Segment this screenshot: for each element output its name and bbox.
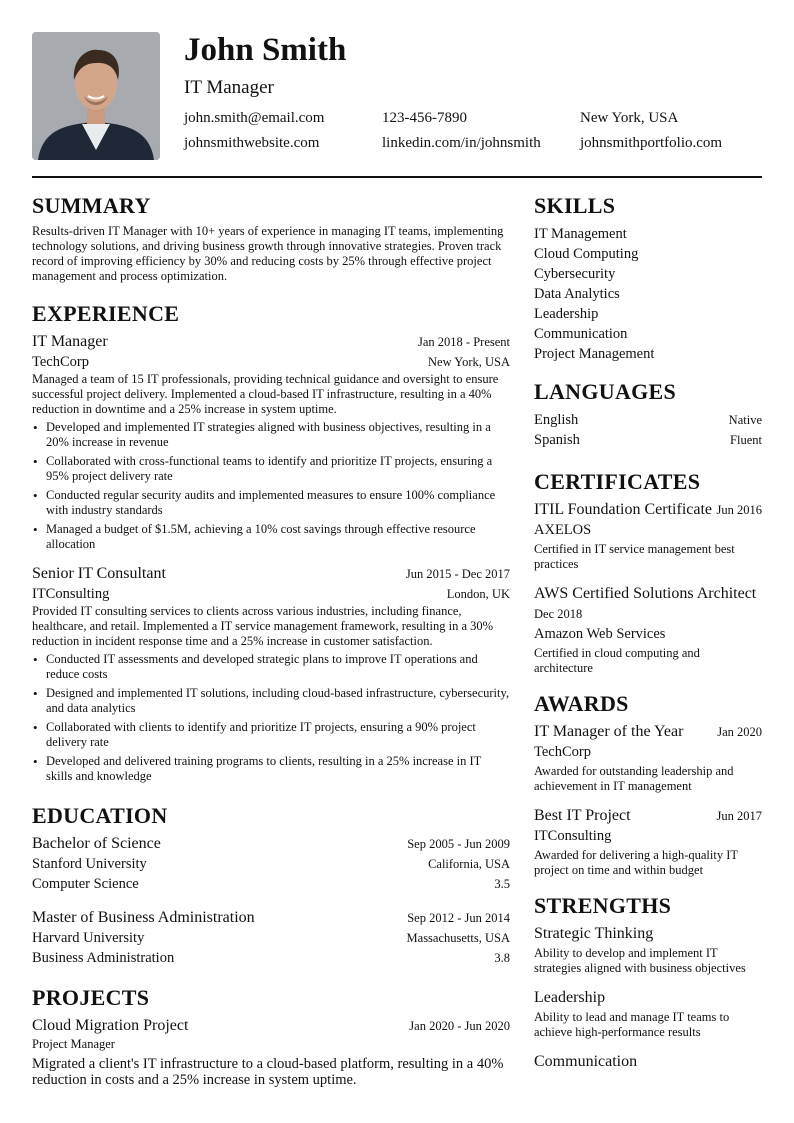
section-heading: STRENGTHS xyxy=(534,893,672,918)
strength-name: Communication xyxy=(534,1053,638,1070)
award-description: Awarded for delivering a high-quality IT project on time and within budget xyxy=(534,848,738,877)
section-heading: PROJECTS xyxy=(32,985,150,1010)
certificate-description: Certified in IT service management best practices xyxy=(534,542,735,571)
candidate-title: IT Manager xyxy=(184,77,274,98)
skills-section xyxy=(534,192,762,364)
contact-email[interactable]: john.smith@email.com xyxy=(184,110,325,126)
list-item: Data Analytics xyxy=(534,286,620,302)
summary-text: Results-driven IT Manager with 10+ years of experience in managing IT teams, implementing technology solutions, and driving business growth through innovative strategies. Proven track record of improving efficiency by 30% and reducing costs by 25% through effective project management and process optimization. xyxy=(32,224,504,283)
award-name: Best IT Project xyxy=(534,807,631,824)
list-item: Communication xyxy=(534,326,628,342)
award-date: Jan 2020 xyxy=(717,725,762,739)
list-item: Project Management xyxy=(534,346,655,362)
certificate-issuer: AXELOS xyxy=(534,522,592,538)
education-section xyxy=(32,802,510,968)
degree: Bachelor of Science xyxy=(32,835,161,852)
education-item xyxy=(32,834,510,894)
award-date: Jun 2017 xyxy=(716,809,762,823)
award-name: IT Manager of the Year xyxy=(534,723,684,740)
project-item xyxy=(32,1016,510,1088)
list-item: • Developed and implemented IT strategies aligned with business objectives, resulting in a 20% increase in revenue xyxy=(46,420,510,450)
left-column xyxy=(32,192,510,1088)
profile-photo xyxy=(32,32,160,160)
school: Stanford University xyxy=(32,856,147,872)
job-description: Managed a team of 15 IT professionals, providing technical guidance and oversight to ensure successful project delivery. Implemented a cloud-based IT infrastructure, resulting in a 40% reduction in downtime and a 25% increase in system uptime. xyxy=(32,372,499,416)
contact-info xyxy=(184,108,774,153)
experience-item xyxy=(32,564,510,784)
strength-description: Ability to lead and manage IT teams to achieve high-performance results xyxy=(534,1010,730,1039)
project-name: Cloud Migration Project xyxy=(32,1017,189,1034)
job-dates: Jun 2015 - Dec 2017 xyxy=(405,567,510,581)
section-heading: CERTIFICATES xyxy=(534,469,701,494)
projects-section xyxy=(32,984,510,1088)
contact-location: New York, USA xyxy=(580,110,679,126)
list-item: • Managed a budget of $1.5M, achieving a 10% cost savings through effective resource allocation xyxy=(46,522,510,552)
strength-name: Strategic Thinking xyxy=(534,925,654,942)
strength-name: Leadership xyxy=(534,989,606,1006)
certificate-date: Dec 2018 xyxy=(534,607,583,621)
list-item: IT Management xyxy=(534,226,627,242)
experience-section xyxy=(32,300,510,784)
certificate-name: ITIL Foundation Certificate xyxy=(534,501,713,518)
list-item: • Developed and delivered training programs to clients, resulting in a 25% increase in IT skills and knowledge xyxy=(46,754,510,784)
certificates-section xyxy=(534,468,762,676)
strength-item xyxy=(534,924,762,976)
list-item: Leadership xyxy=(534,306,599,322)
section-heading: EXPERIENCE xyxy=(32,301,180,326)
contact-website[interactable]: johnsmithwebsite.com xyxy=(184,135,320,151)
experience-item xyxy=(32,332,510,552)
list-item: • Collaborated with cross-functional teams to identify and prioritize IT projects, ensuring a 95% project delivery rate xyxy=(46,454,510,484)
job-dates: Jan 2018 - Present xyxy=(418,335,510,349)
edu-dates: Sep 2005 - Jun 2009 xyxy=(407,837,510,851)
job-location: New York, USA xyxy=(428,355,510,369)
award-description: Awarded for outstanding leadership and achievement in IT management xyxy=(534,764,734,793)
field-of-study: Computer Science xyxy=(32,876,139,892)
strengths-section xyxy=(534,892,762,1072)
section-heading: LANGUAGES xyxy=(534,379,677,404)
certificate-date: Jun 2016 xyxy=(716,503,762,517)
job-role: IT Manager xyxy=(32,333,108,350)
certificate-issuer: Amazon Web Services xyxy=(534,626,666,642)
list-item: • Designed and implemented IT solutions, including cloud-based infrastructure, cybersecurity, and data analytics xyxy=(46,686,510,716)
edu-location: California, USA xyxy=(428,857,510,871)
education-item xyxy=(32,908,510,968)
header-divider xyxy=(32,176,762,178)
awards-section xyxy=(534,690,762,878)
contact-portfolio[interactable]: johnsmithportfolio.com xyxy=(580,135,723,151)
list-item: • Conducted IT assessments and developed strategic plans to improve IT operations and reduce costs xyxy=(46,652,510,682)
strength-item xyxy=(534,988,762,1040)
strength-item xyxy=(534,1052,762,1072)
job-location: London, UK xyxy=(446,587,510,601)
certificate-description: Certified in cloud computing and architecture xyxy=(534,646,700,675)
certificate-item xyxy=(534,584,762,676)
gpa: 3.8 xyxy=(494,951,510,965)
language-level: Native xyxy=(728,413,762,427)
gpa: 3.5 xyxy=(494,877,510,891)
award-item xyxy=(534,806,762,878)
language-level: Fluent xyxy=(730,433,762,447)
list-item: • Conducted regular security audits and implemented measures to ensure 100% compliance with industry standards xyxy=(46,488,510,518)
right-column xyxy=(534,192,762,1072)
certificate-item xyxy=(534,500,762,572)
degree: Master of Business Administration xyxy=(32,909,255,926)
summary-section xyxy=(32,192,510,284)
edu-location: Massachusetts, USA xyxy=(406,931,510,945)
section-heading: SKILLS xyxy=(534,193,616,218)
job-bullets xyxy=(32,652,510,784)
languages-section xyxy=(534,378,762,450)
list-item: Cloud Computing xyxy=(534,246,639,262)
job-company: ITConsulting xyxy=(32,586,110,602)
project-dates: Jan 2020 - Jun 2020 xyxy=(409,1019,510,1033)
edu-dates: Sep 2012 - Jun 2014 xyxy=(407,911,510,925)
candidate-name: John Smith xyxy=(184,32,347,68)
project-role: Project Manager xyxy=(32,1037,115,1051)
section-heading: SUMMARY xyxy=(32,193,151,218)
job-company: TechCorp xyxy=(32,354,89,370)
contact-linkedin[interactable]: linkedin.com/in/johnsmith xyxy=(382,135,541,151)
strength-description: Ability to develop and implement IT strategies aligned with business objectives xyxy=(534,946,746,975)
list-item: Cybersecurity xyxy=(534,266,616,282)
field-of-study: Business Administration xyxy=(32,950,175,966)
person-portrait-icon xyxy=(32,32,160,160)
list-item: • Collaborated with clients to identify and prioritize IT projects, ensuring a 90% project delivery rate xyxy=(46,720,510,750)
section-heading: AWARDS xyxy=(534,691,629,716)
language-name: English xyxy=(534,412,579,428)
section-heading: EDUCATION xyxy=(32,803,168,828)
skills-list xyxy=(534,224,762,364)
job-role: Senior IT Consultant xyxy=(32,565,166,582)
school: Harvard University xyxy=(32,930,145,946)
project-description: Migrated a client's IT infrastructure to a cloud-based platform, resulting in a 40% reduction in costs and a 25% increase in system uptime. xyxy=(32,1056,504,1088)
award-org: TechCorp xyxy=(534,744,591,760)
language-name: Spanish xyxy=(534,432,580,448)
job-description: Provided IT consulting services to clients across various industries, including finance, healthcare, and retail. Implemented a IT service management framework, resulting in a 30% reduction in incident response time and a 25% increase in customer satisfaction. xyxy=(32,604,494,648)
award-org: ITConsulting xyxy=(534,828,612,844)
contact-phone[interactable]: 123-456-7890 xyxy=(382,110,467,126)
certificate-name: AWS Certified Solutions Architect xyxy=(534,585,757,602)
job-bullets xyxy=(32,420,510,552)
award-item xyxy=(534,722,762,794)
